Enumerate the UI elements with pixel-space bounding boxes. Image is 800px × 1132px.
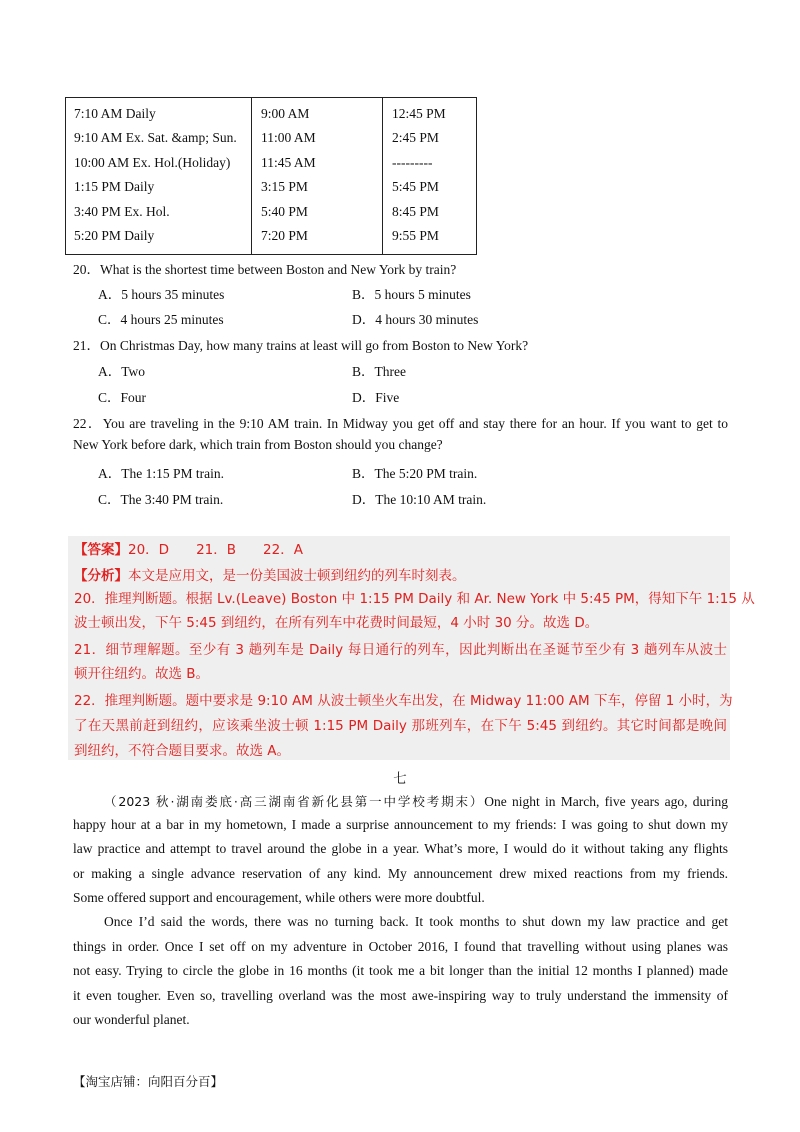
question-20-option-b: B．5 hours 5 minutes [352, 287, 471, 302]
timetable-cell: 11:45 AM [261, 154, 316, 170]
analysis-detail-line: 20．推理判断题。根据 Lv.(Leave) Boston 中 1:15 PM Daily 和 Ar. New York 中 5:45 PM，得知下午 1:15 从 [74, 591, 755, 607]
analysis-detail-line: 21．细节理解题。至少有 3 趟列车是 Daily 每日通行的列车，因此判断出在圣诞节至少有 3 趟列车从波士 [74, 642, 727, 658]
timetable-cell: 11:00 AM [261, 130, 316, 146]
timetable-cell: 3:40 PM Ex. Hol. [74, 203, 170, 219]
timetable-cell: 7:20 PM [261, 227, 308, 243]
timetable-cell: 5:20 PM Daily [74, 227, 155, 243]
train-timetable [65, 97, 477, 255]
timetable-cell: 7:10 AM Daily [74, 106, 156, 121]
passage-line: or making a single advance reservation of any kind. My announcement drew mixed reactions from my friends. [73, 866, 728, 881]
timetable-cell: 9:55 PM [392, 227, 439, 243]
timetable-cell: 9:10 AM Ex. Sat. &amp; Sun. [74, 130, 237, 146]
question-21-option-c: C．Four [98, 390, 147, 405]
analysis-label: 【分析】 [74, 568, 128, 584]
question-22-option-a: A．The 1:15 PM train. [98, 466, 224, 481]
timetable-cell: 9:00 AM [261, 106, 310, 121]
timetable-cell: 2:45 PM [392, 130, 439, 146]
passage-first-text: One night in March, five years ago, during [484, 794, 729, 809]
answer-text: 20．D 21．B 22．A [128, 542, 303, 558]
question-22-option-d: D．The 10:10 AM train. [352, 492, 487, 507]
passage-line: law practice and attempt to travel around the globe in a year. What’s more, I would do it without taking any flights [73, 841, 728, 856]
analysis-detail-line: 到纽约，不符合题目要求。故选 A。 [74, 743, 291, 759]
timetable-cell: 12:45 PM [392, 106, 446, 121]
answer-line [74, 538, 303, 558]
question-21-stem: 21．On Christmas Day, how many trains at least will go from Boston to New York? [73, 338, 529, 353]
timetable-column-leave-boston [66, 98, 252, 254]
passage-line: Some offered support and encouragement, while others were more doubtful. [73, 890, 485, 905]
timetable-cell: 1:15 PM Daily [74, 179, 155, 195]
question-20-option-d: D．4 hours 30 minutes [352, 312, 479, 327]
timetable-cell: --------- [392, 154, 433, 170]
question-22-stem-line-2: New York before dark, which train from Boston should you change? [73, 437, 443, 452]
passage-line: not easy. Trying to circle the globe in 16 months (it took me a bit longer than the initial 12 months I planned) made [73, 963, 728, 978]
footer-shop-label: 【淘宝店铺：向阳百分百】 [73, 1074, 224, 1089]
analysis-text: 本文是应用文，是一份美国波士顿到纽约的列车时刻表。 [128, 568, 466, 584]
analysis-detail-line: 22．推理判断题。题中要求是 9:10 AM 从波士顿坐火车出发，在 Midway 11:00 AM 下车，停留 1 小时，为 [74, 693, 733, 709]
passage-line [104, 792, 728, 810]
question-22-option-c: C．The 3:40 PM train. [98, 492, 224, 507]
section-number: 七 [393, 771, 407, 787]
timetable-cell: 5:40 PM [261, 203, 308, 219]
question-21-option-a: A．Two [98, 364, 146, 379]
timetable-column-midway [252, 98, 383, 254]
question-20-option-a: A．5 hours 35 minutes [98, 287, 225, 302]
timetable-cell: 3:15 PM [261, 179, 308, 195]
passage-line: happy hour at a bar in my hometown, I made a surprise announcement to my friends: I was going to shut down my [73, 817, 728, 832]
passage-source: （2023 秋·湖南娄底·高三湖南省新化县第一中学校考期末） [104, 794, 485, 809]
passage-line: Once I’d said the words, there was no turning back. It took months to shut down my law practice and get [104, 914, 728, 929]
timetable-column-arrive-new-york [383, 98, 476, 254]
passage-line: things in order. Once I set off on my adventure in October 2016, I found that travelling without using planes was [73, 939, 728, 954]
question-21-option-d: D．Five [352, 390, 400, 405]
question-20-stem: 20．What is the shortest time between Boston and New York by train? [73, 262, 457, 277]
analysis-detail-line: 顿开往纽约。故选 B。 [74, 666, 210, 682]
analysis-detail-line: 了在天黑前赶到纽约，应该乘坐波士顿 1:15 PM Daily 那班列车，在下午 5:45 到纽约。其它时间都是晚间 [74, 718, 727, 734]
timetable-cell: 8:45 PM [392, 203, 439, 219]
analysis-line [74, 564, 466, 584]
timetable-cell: 5:45 PM [392, 179, 439, 195]
question-20-option-c: C．4 hours 25 minutes [98, 312, 224, 327]
passage-line: our wonderful planet. [73, 1012, 190, 1027]
question-21-option-b: B．Three [352, 364, 406, 379]
passage-line: it even tougher. Even so, travelling overland was the most awe-inspiring way to truly understand the immensity of [73, 988, 728, 1003]
timetable-cell: 10:00 AM Ex. Hol.(Holiday) [74, 154, 231, 170]
analysis-detail-line: 波士顿出发，下午 5:45 到纽约，在所有列车中花费时间最短，4 小时 30 分。故选 D。 [74, 615, 599, 631]
answer-label: 【答案】 [74, 542, 128, 558]
question-22-stem-line-1: 22．You are traveling in the 9:10 AM train. In Midway you get off and stay there for an hour. If you want to get to [73, 416, 728, 431]
question-22-option-b: B．The 5:20 PM train. [352, 466, 478, 481]
